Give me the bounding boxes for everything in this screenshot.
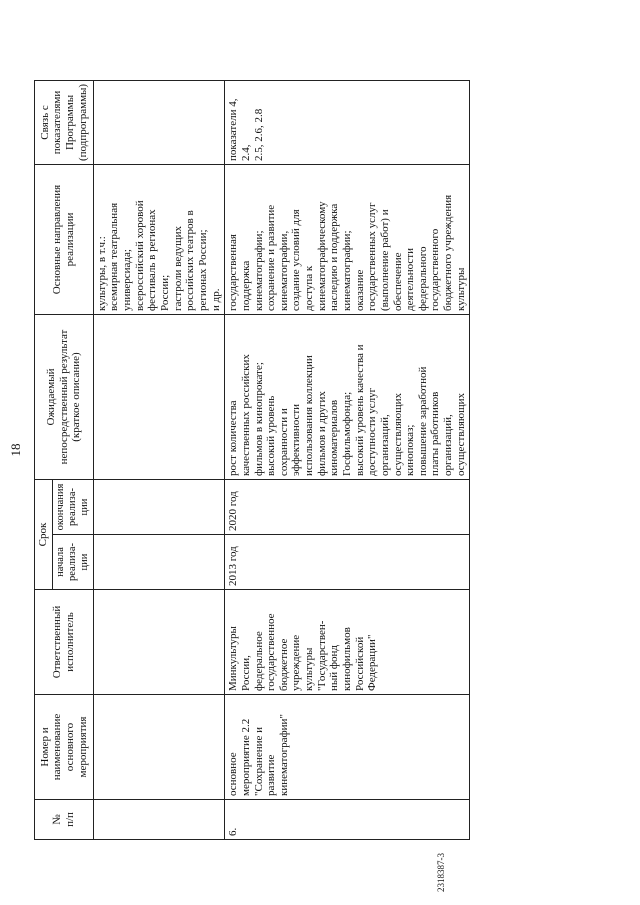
page-number: 18	[8, 443, 23, 457]
cell-num	[93, 800, 224, 840]
cell-name	[93, 695, 224, 800]
cell-name: основное мероприятие 2.2 "Сохранение и развитие кинематографии"	[225, 695, 470, 800]
table-row	[93, 80, 224, 839]
header-result: Ожидаемый непосредственный результат (краткое описание)	[35, 315, 94, 480]
cell-result	[93, 315, 224, 480]
cell-num: 6.	[225, 800, 470, 840]
cell-responsible: Минкультуры России, федеральное государственное бюджетное учреждение культуры "Государствен- ный фонд кинофильмов Российской Федерации"	[225, 590, 470, 695]
cell-directions: государственная поддержка кинематографии; сохранение и развитие кинематографии, создание условий для доступа к кинематографическому наследию и поддержка кинематографии; оказание государственных услуг (выполнение работ) и обеспечение деятельности федерального государственного бюджетного учреждения культуры	[225, 165, 470, 315]
table-row	[225, 80, 470, 839]
program-table	[34, 80, 470, 840]
header-directions: Основные направления реализации	[35, 165, 94, 315]
document-id: 2318387-3	[436, 853, 446, 892]
cell-end: 2020 год	[225, 480, 470, 535]
header-name: Номер и наименование основного мероприятия	[35, 695, 94, 800]
header-responsible: Ответственный исполнитель	[35, 590, 94, 695]
header-link: Связь с показателями Программы (подпрограммы)	[35, 80, 94, 164]
cell-start	[93, 535, 224, 590]
cell-end	[93, 480, 224, 535]
header-num: № п/п	[35, 800, 94, 840]
header-start: начала реализа- ции	[52, 535, 93, 590]
cell-responsible	[93, 590, 224, 695]
cell-start: 2013 год	[225, 535, 470, 590]
cell-result: рост количества качественных российских фильмов в кинопрокате; высокий уровень сохранности и эффективности использования коллекции фильмов и других киноматериалов Госфильмофонда; высокий уровень качества и доступности услуг организаций, осуществляющих кинопоказ; повышение заработной платы работников организаций, осуществляющих	[225, 315, 470, 480]
cell-directions: культуры, в т.ч.: всемирная театральная универсиада; всероссийский хоровой фестиваль в регионах России; гастроли ведущих российских театров в регионах России; и др.	[93, 165, 224, 315]
header-end: окончания реализа- ции	[52, 480, 93, 535]
header-term: Срок	[35, 480, 53, 590]
cell-link	[93, 80, 224, 164]
cell-link: показатели 4, 2.4, 2.5, 2.6, 2.8	[225, 80, 470, 164]
